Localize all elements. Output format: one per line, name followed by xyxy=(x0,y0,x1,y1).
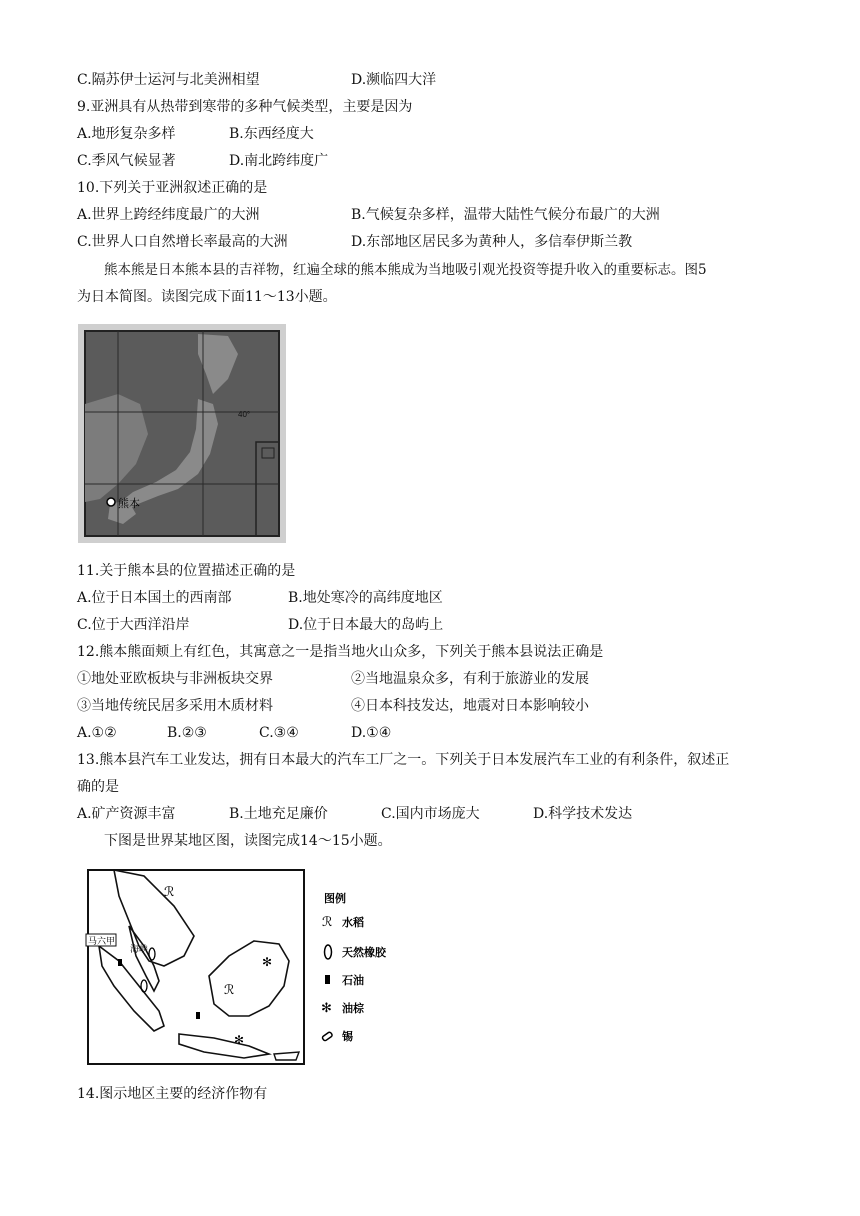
q10-option-a: A.世界上跨经纬度最广的大洲 xyxy=(77,207,260,223)
q11-stem: 11.关于熊本县的位置描述正确的是 xyxy=(77,563,296,579)
strait-label-1: 马六甲 xyxy=(88,936,116,946)
q12-statement-4: ④日本科技发达，地震对日本影响较小 xyxy=(351,698,589,714)
q13-option-a: A.矿产资源丰富 xyxy=(77,806,176,822)
q9-option-d: D.南北跨纬度广 xyxy=(229,153,329,169)
palm-symbol-icon: ✻ xyxy=(262,955,273,969)
q14-stem: 14.图示地区主要的经济作物有 xyxy=(77,1086,268,1102)
q9-option-b: B.东西经度大 xyxy=(229,126,314,142)
q9-option-c: C.季风气候显著 xyxy=(77,153,176,169)
q13-option-b: B.土地充足廉价 xyxy=(229,806,328,822)
palm-symbol-icon-2: ✻ xyxy=(234,1033,245,1047)
legend-tin-icon xyxy=(322,1031,333,1041)
q12-option-d: D.①④ xyxy=(351,725,392,741)
q12-statement-2: ②当地温泉众多，有利于旅游业的发展 xyxy=(351,671,589,687)
q10-stem: 10.下列关于亚洲叙述正确的是 xyxy=(77,180,268,196)
legend-rice-icon: ℛ xyxy=(322,915,333,930)
rice-symbol-icon: ℛ xyxy=(164,885,175,900)
intro-11-13-line2: 为日本简图。读图完成下面11～13小题。 xyxy=(77,289,337,305)
oil-symbol-icon-2 xyxy=(196,1012,200,1019)
q12-option-c: C.③④ xyxy=(259,725,299,741)
q9-stem: 9.亚洲具有从热带到寒带的多种气候类型，主要是因为 xyxy=(77,99,413,115)
legend-rice-label: 水稻 xyxy=(342,917,364,929)
q13-option-c: C.国内市场庞大 xyxy=(381,806,480,822)
legend-palm-label: 油棕 xyxy=(342,1003,364,1015)
q9-option-a: A.地形复杂多样 xyxy=(77,126,176,142)
legend-tin-label: 锡 xyxy=(342,1031,353,1043)
rice-symbol-icon-2: ℛ xyxy=(224,983,235,998)
legend-oil-label: 石油 xyxy=(342,975,364,987)
q12-option-a: A.①② xyxy=(77,725,117,741)
legend-oil-icon xyxy=(325,975,330,984)
japan-map-graphic xyxy=(78,324,286,543)
q10-option-d: D.东部地区居民多为黄种人，多信奉伊斯兰教 xyxy=(351,234,633,250)
southeast-asia-map xyxy=(84,866,394,1068)
intro-14-15: 下图是世界某地区图，读图完成14～15小题。 xyxy=(104,833,392,849)
q13-stem-line2: 确的是 xyxy=(77,779,119,795)
legend-rubber-label: 天然橡胶 xyxy=(342,947,386,959)
q13-option-d: D.科学技术发达 xyxy=(533,806,633,822)
southeast-asia-map-graphic xyxy=(84,866,394,1068)
latitude-label: 40° xyxy=(238,410,251,419)
q8-option-d: D.濒临四大洋 xyxy=(351,72,437,88)
q12-statement-3: ③当地传统民居多采用木质材料 xyxy=(77,698,273,714)
q10-option-b: B.气候复杂多样，温带大陆性气候分布最广的大洲 xyxy=(351,207,660,223)
q12-option-b: B.②③ xyxy=(167,725,207,741)
q11-option-a: A.位于日本国土的西南部 xyxy=(77,590,232,606)
intro-11-13-line1: 熊本熊是日本熊本县的吉祥物，红遍全球的熊本熊成为当地吸引观光投资等提升收入的重要标志。图5 xyxy=(104,262,707,278)
strait-label-2: 海峡 xyxy=(130,944,149,954)
japan-map xyxy=(78,324,286,543)
kumamoto-label: 熊本 xyxy=(118,498,140,510)
q11-option-c: C.位于大西洋沿岸 xyxy=(77,617,190,633)
q11-option-d: D.位于日本最大的岛屿上 xyxy=(288,617,444,633)
q12-statement-1: ①地处亚欧板块与非洲板块交界 xyxy=(77,671,273,687)
q8-option-c: C.隔苏伊士运河与北美洲相望 xyxy=(77,72,260,88)
legend-rubber-icon xyxy=(325,945,332,959)
q12-stem: 12.熊本熊面颊上有红色，其寓意之一是指当地火山众多，下列关于熊本县说法正确是 xyxy=(77,644,604,660)
q11-option-b: B.地处寒冷的高纬度地区 xyxy=(288,590,443,606)
legend-palm-icon: ✻ xyxy=(321,1001,332,1016)
oil-symbol-icon xyxy=(118,959,122,966)
q13-stem-line1: 13.熊本县汽车工业发达，拥有日本最大的汽车工厂之一。下列关于日本发展汽车工业的有利条件，叙述正 xyxy=(77,752,730,768)
legend-title: 图例 xyxy=(324,893,346,905)
q10-option-c: C.世界人口自然增长率最高的大洲 xyxy=(77,234,288,250)
